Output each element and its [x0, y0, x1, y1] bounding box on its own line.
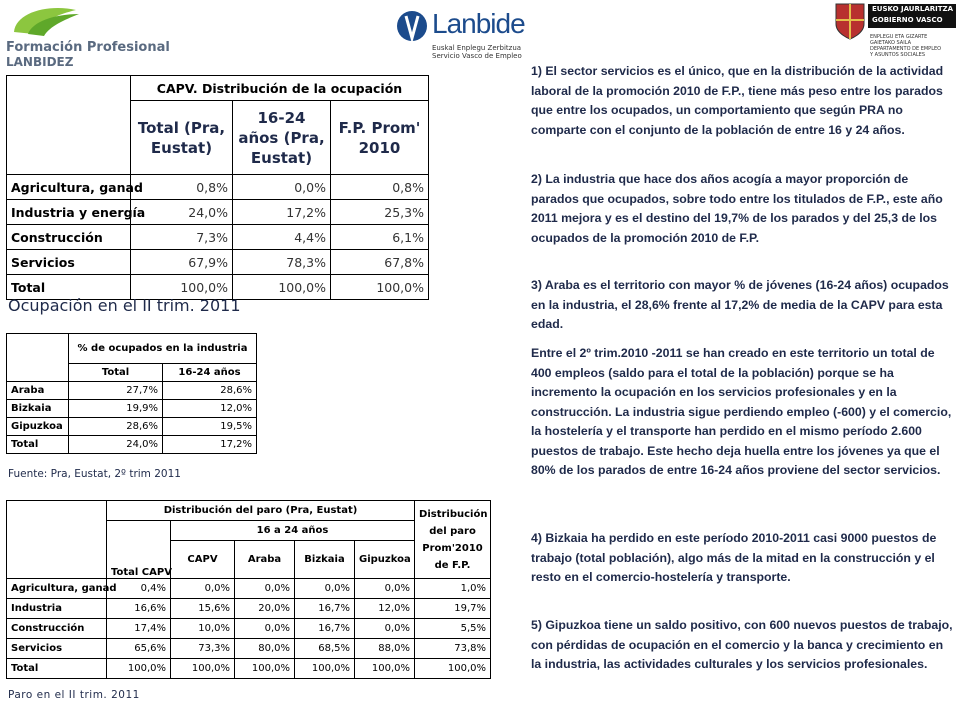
gobierno-vasco-title: EUSKO JAURLARITZA GOBIERNO VASCO: [868, 4, 956, 28]
table-corner: [7, 76, 131, 175]
table-title: % de ocupados en la industria: [69, 334, 257, 364]
occupation-distribution-table: [6, 75, 429, 300]
table-row: Total 100,0% 100,0% 100,0% 100,0% 100,0% 100,0%: [7, 659, 491, 679]
fp-logo-line2: LANBIDEZ: [6, 55, 74, 69]
table-row: Gipuzkoa 28,6% 19,5%: [7, 418, 257, 436]
paragraph-6: 5) Gipuzkoa tiene un saldo positivo, con 600 nuevos puestos de trabajo, con pérdidas de ocupación en el comercio y la banca y crecimiento en la industria, las actividades culturales y los servicios profesionales.: [531, 618, 953, 671]
col-header-16-24: 16-24 años (Pra, Eustat): [233, 101, 331, 175]
paragraph-3: 3) Araba es el territorio con mayor % de jóvenes (16-24 años) ocupados en la industria, el 28,6% frente al 17,2% de media de la CAPV para esta edad.: [531, 278, 949, 331]
table3-caption: Paro en el II trim. 2011: [8, 689, 140, 701]
col-header-total-capv: Total CAPV: [107, 521, 171, 579]
lanbide-logo-icon: [396, 8, 428, 48]
table-row: Agricultura, ganad 0,8% 0,0% 0,8%: [7, 175, 429, 200]
col-header-bizkaia: Bizkaia: [295, 541, 355, 579]
table-row: Industria 16,6% 15,6% 20,0% 16,7% 12,0% 19,7%: [7, 599, 491, 619]
paragraph-1: 1) El sector servicios es el único, que en la distribución de la actividad laboral de la promoción 2010 de F.P., tiene más peso entre los parados que entre los ocupados, un comportamiento que según PRA no comparte con el conjunto de la población de entre 16 y 24 años.: [531, 64, 944, 137]
table-row: Construcción 17,4% 10,0% 0,0% 16,7% 0,0% 5,5%: [7, 619, 491, 639]
paragraph-2: 2) La industria que hace dos años acogía a mayor proporción de parados que ocupados, sobre todo entre los titulados de F.P., este año 2011 mejora y es el destino del 19,7% de los parados y del 25,3 de los ocupados de la promoción 2010 de F.P.: [531, 172, 943, 245]
paragraph-5: 4) Bizkaia ha perdido en este período 2010-2011 casi 9000 puestos de trabajo (total población), algo más de la mitad en la construcción y el resto en el comercio-hostelería y transporte.: [531, 531, 937, 584]
table-title: Distribución del paro (Pra, Eustat): [107, 501, 415, 521]
table-row: Agricultura, ganad 0,4% 0,0% 0,0% 0,0% 0,0% 1,0%: [7, 579, 491, 599]
lanbide-subtitle: Euskal Enplegu Zerbitzua Servicio Vasco de Empleo: [432, 44, 522, 60]
col-header-total: Total (Pra, Eustat): [131, 101, 233, 175]
table2-caption: Fuente: Pra, Eustat, 2º trim 2011: [8, 468, 181, 480]
industry-employment-table: [6, 333, 257, 454]
col-header-fp: Distribución del paro Prom'2010 de F.P.: [415, 501, 491, 579]
col-header-total: Total: [69, 364, 163, 382]
gobierno-vasco-shield-icon: [834, 2, 866, 40]
col-header-gipuzkoa: Gipuzkoa: [355, 541, 415, 579]
col-header-araba: Araba: [235, 541, 295, 579]
table1-caption: Ocupación en el II trim. 2011: [8, 296, 241, 315]
fp-logo-line1: Formación Profesional: [6, 40, 170, 55]
table-row: Construcción 7,3% 4,4% 6,1%: [7, 225, 429, 250]
col-header-16-24: 16-24 años: [163, 364, 257, 382]
sub-header-16-24: 16 a 24 años: [171, 521, 415, 541]
col-header-fp: F.P. Prom' 2010: [331, 101, 429, 175]
table-row: Total 24,0% 17,2%: [7, 436, 257, 454]
table-row: Servicios 67,9% 78,3% 67,8%: [7, 250, 429, 275]
unemployment-distribution-table: [6, 500, 491, 679]
table-title: CAPV. Distribución de la ocupación: [131, 76, 429, 101]
table-row: Servicios 65,6% 73,3% 80,0% 68,5% 88,0% 73,8%: [7, 639, 491, 659]
gobierno-vasco-subtitle: ENPLEGU ETA GIZARTE GAIETAKO SAILA DEPARTAMENTO DE EMPLEO Y ASUNTOS SOCIALES: [870, 34, 942, 58]
table-row: Bizkaia 19,9% 12,0%: [7, 400, 257, 418]
table-row: Araba 27,7% 28,6%: [7, 382, 257, 400]
table-row: Total 100,0% 100,0% 100,0%: [7, 275, 429, 300]
table-row: Industria y energía 24,0% 17,2% 25,3%: [7, 200, 429, 225]
lanbide-logo-text: Lanbide: [432, 8, 525, 39]
col-header-capv: CAPV: [171, 541, 235, 579]
paragraph-4: Entre el 2º trim.2010 -2011 se han creado en este territorio un total de 400 empleos (saldo para el total de la población) porque se ha incremento la ocupación en los servicios profesionales y en la construcción. La industria sigue perdiendo empleo (-600) y el comercio, la hostelería y el transporte han perdido en el mismo período 2.600 puestos de trabajo. Este hecho deja huella entre los jóvenes ya que el 80% de los parados de entre 16-24 años proviene del sector servicios.: [531, 346, 952, 477]
